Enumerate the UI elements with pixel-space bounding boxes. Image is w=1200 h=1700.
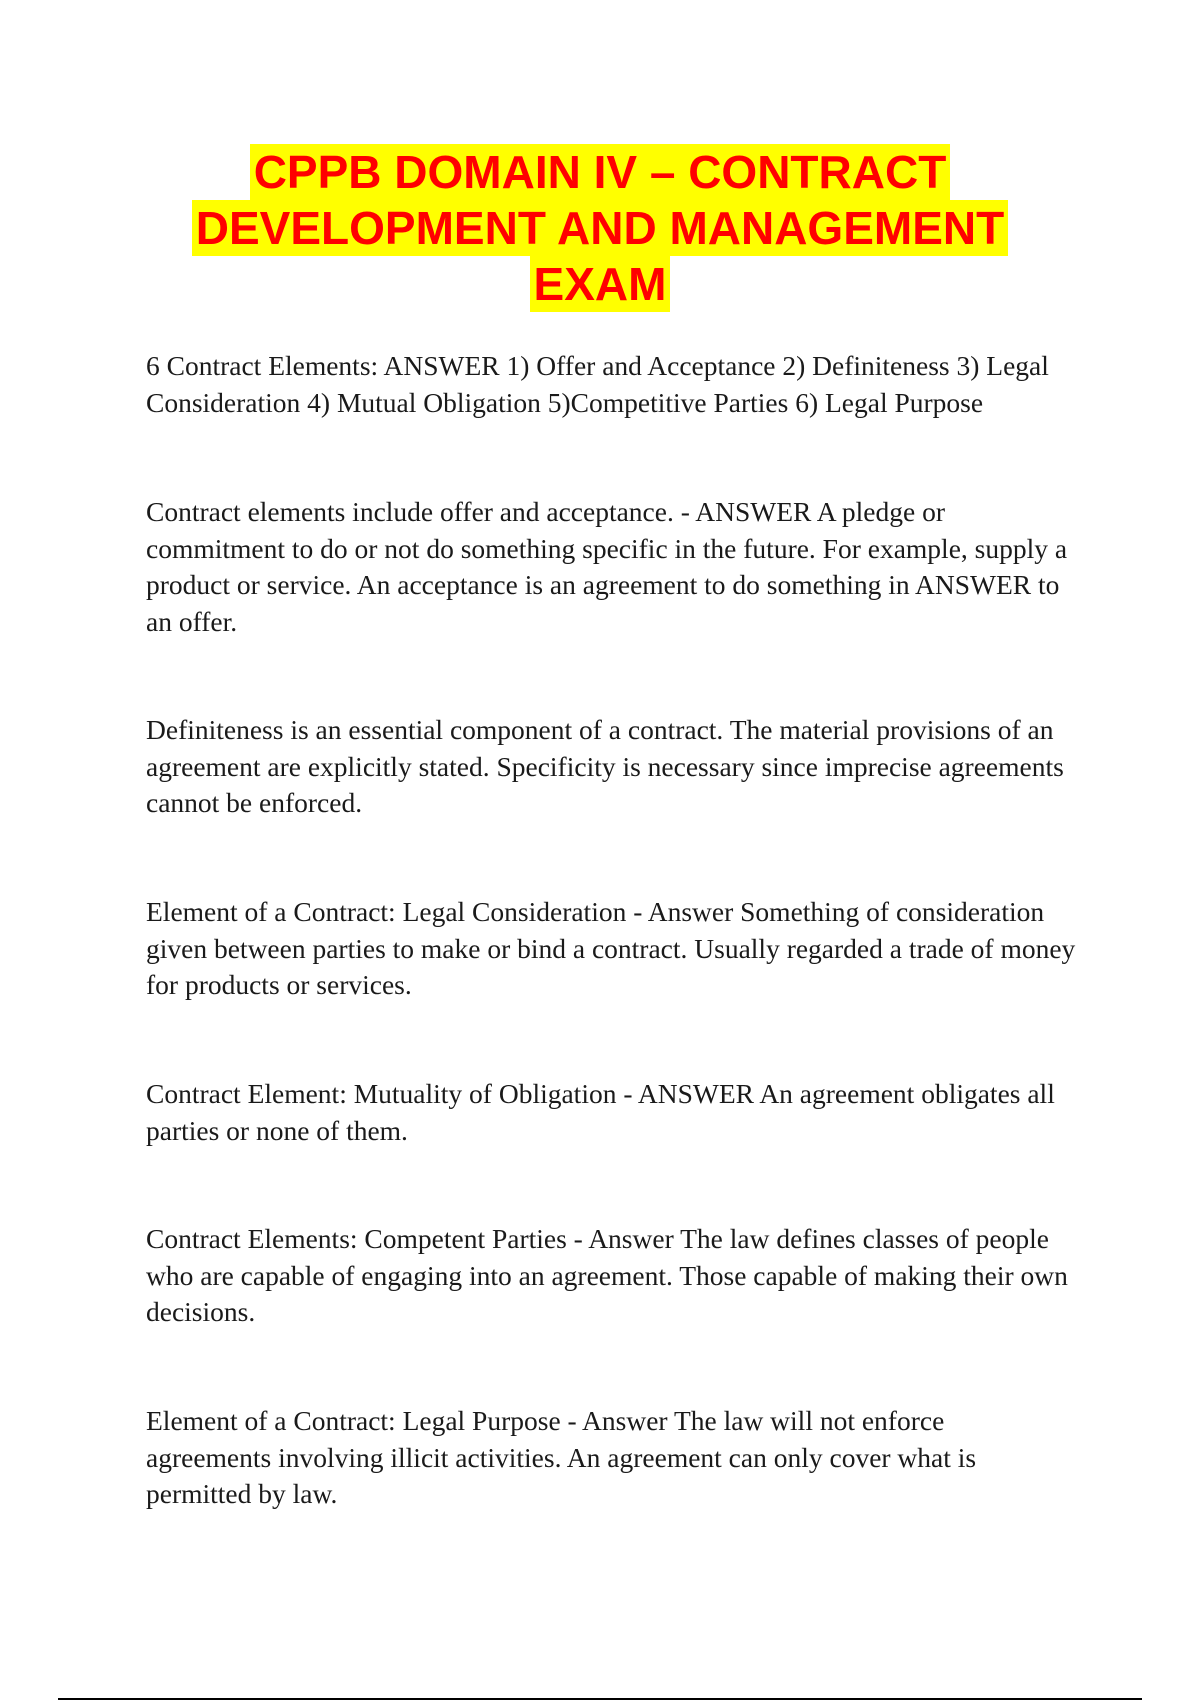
paragraph-legal-purpose: Element of a Contract: Legal Purpose - Answer The law will not enforce agreements involving illicit activities. An agreement can only cover what is permitted by law. bbox=[146, 1405, 977, 1509]
paragraph-mutuality-of-obligation: Contract Element: Mutuality of Obligation - ANSWER An agreement obligates all parties or none of them. bbox=[146, 1078, 1055, 1146]
paragraph-legal-consideration: Element of a Contract: Legal Consideration - Answer Something of consideration given between parties to make or bind a contract. Usually regarded a trade of money for products or services. bbox=[146, 896, 1076, 1000]
paragraph-offer-acceptance: Contract elements include offer and acceptance. - ANSWER A pledge or commitment to do or not do something specific in the future. For example, supply a product or service. An acceptance is an agreement to do something in ANSWER to an offer. bbox=[146, 496, 1068, 637]
page-title bbox=[0, 144, 1200, 312]
paragraph-contract-elements-list: 6 Contract Elements: ANSWER 1) Offer and Acceptance 2) Definiteness 3) Legal Consideration 4) Mutual Obligation 5)Competitive Parties 6) Legal Purpose bbox=[146, 350, 1049, 418]
title-line-1: CPPB DOMAIN IV – CONTRACT bbox=[0, 144, 1200, 200]
paragraph-definiteness: Definiteness is an essential component of a contract. The material provisions of an agreement are explicitly stated. Specificity is necessary since imprecise agreements cannot be enforced. bbox=[146, 714, 1064, 818]
paragraph-competent-parties: Contract Elements: Competent Parties - Answer The law defines classes of people who are capable of engaging into an agreement. Those capable of making their own decisions. bbox=[146, 1223, 1068, 1327]
title-line-2: DEVELOPMENT AND MANAGEMENT bbox=[0, 200, 1200, 256]
title-line-3: EXAM bbox=[0, 256, 1200, 312]
